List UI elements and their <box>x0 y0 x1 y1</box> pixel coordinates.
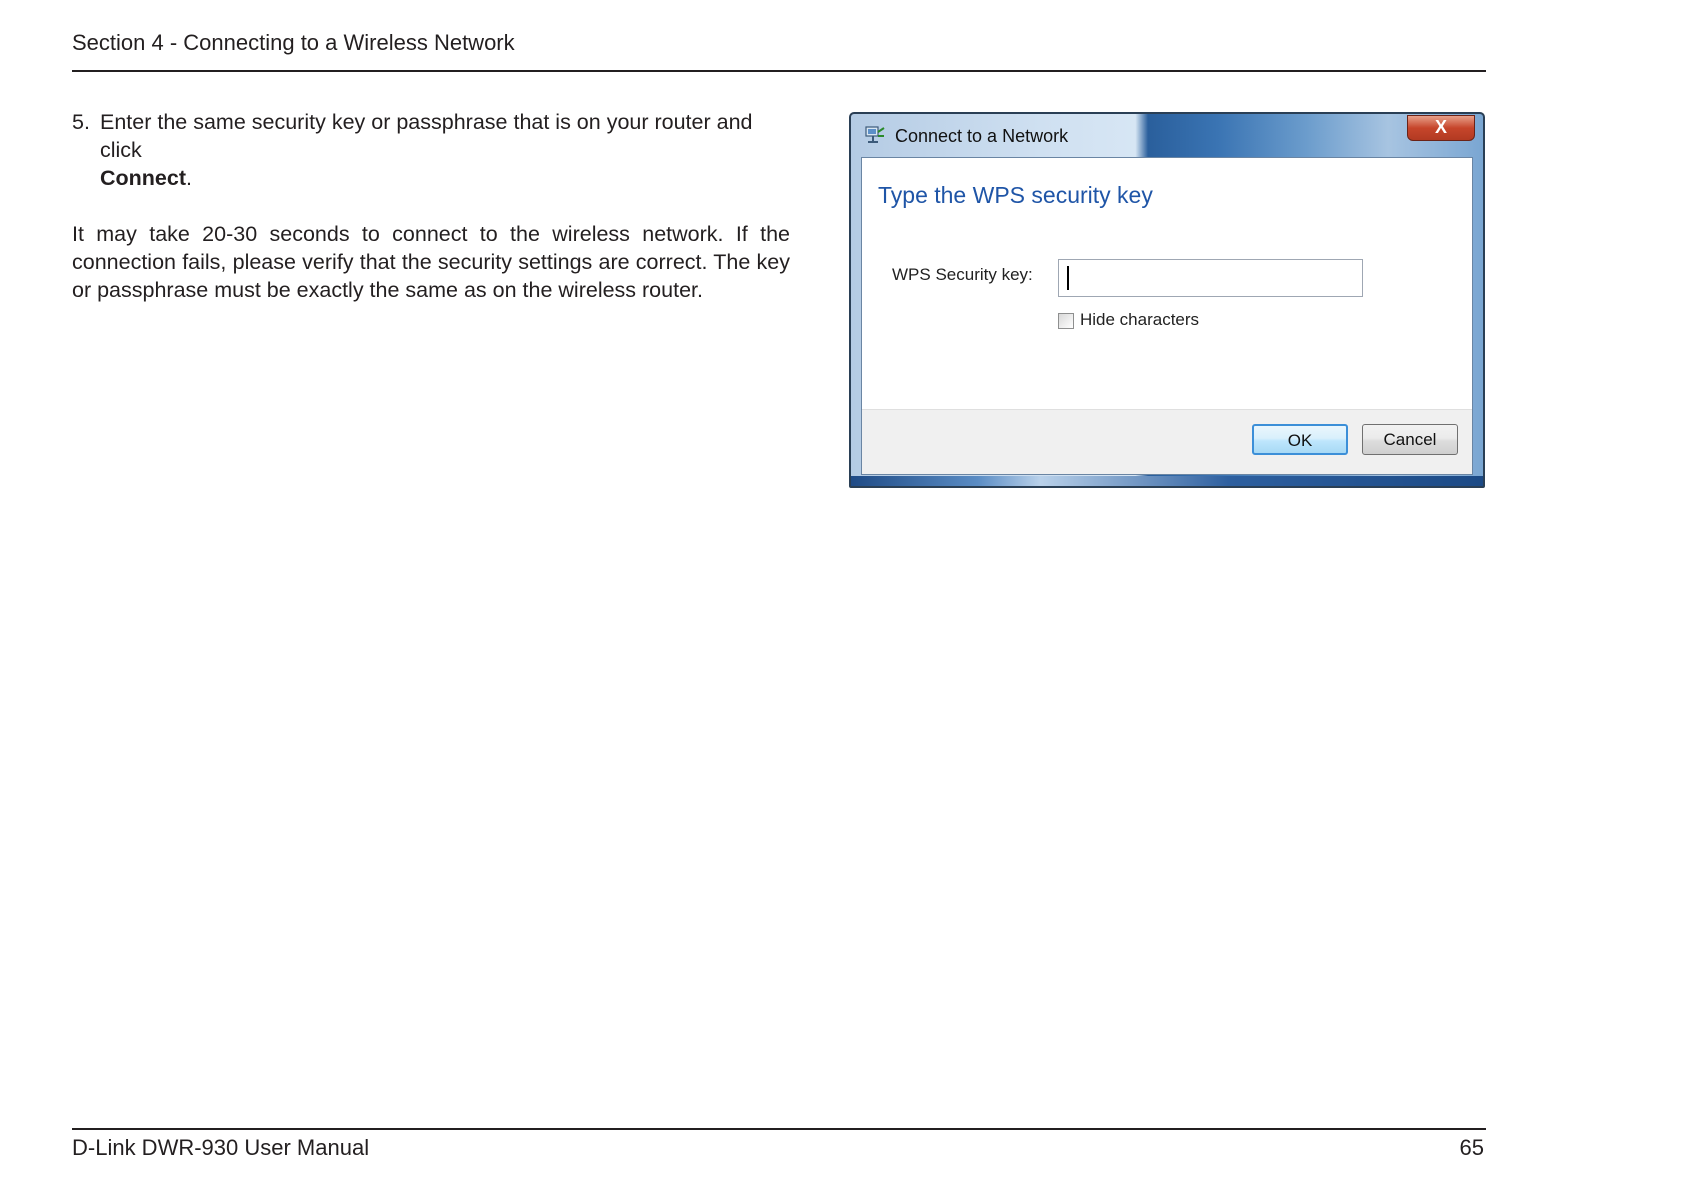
network-icon <box>863 124 887 148</box>
step-text-bold: Connect <box>100 166 186 190</box>
instructions <box>72 108 790 304</box>
text-caret <box>1067 266 1069 290</box>
hide-characters-label[interactable]: Hide characters <box>1080 310 1200 329</box>
step-number: 5. <box>72 110 90 134</box>
manual-title: D-Link DWR-930 User Manual <box>72 1135 370 1160</box>
dialog-heading: Type the WPS security key <box>878 182 1153 208</box>
cancel-button[interactable]: Cancel <box>1362 424 1458 455</box>
step-5 <box>72 108 790 192</box>
close-button[interactable] <box>1407 115 1475 141</box>
page-number: 65 <box>1459 1135 1484 1160</box>
button-bar <box>862 409 1472 474</box>
dialog-client <box>861 157 1473 475</box>
section-title: Section 4 - Connecting to a Wireless Network <box>72 30 515 55</box>
footer-rule <box>72 1128 1486 1130</box>
info-paragraph: It may take 20-30 seconds to connect to the wireless network. If the connection fails, please verify that the security settings are correct. The key or passphrase must be exactly the same as on the wireless router. <box>72 222 790 302</box>
step-text-end: . <box>186 166 192 190</box>
header-rule <box>72 70 1486 72</box>
ok-button[interactable]: OK <box>1252 424 1348 455</box>
step-text-main: Enter the same security key or passphrase that is on your router and click <box>100 110 753 162</box>
security-key-label: WPS Security key: <box>892 265 1033 284</box>
connect-dialog <box>849 112 1485 488</box>
hide-characters-checkbox[interactable] <box>1058 313 1074 329</box>
step-text <box>100 108 790 192</box>
dialog-title: Connect to a Network <box>895 126 1069 146</box>
close-icon: X <box>1434 117 1447 137</box>
security-key-input[interactable] <box>1058 259 1363 297</box>
